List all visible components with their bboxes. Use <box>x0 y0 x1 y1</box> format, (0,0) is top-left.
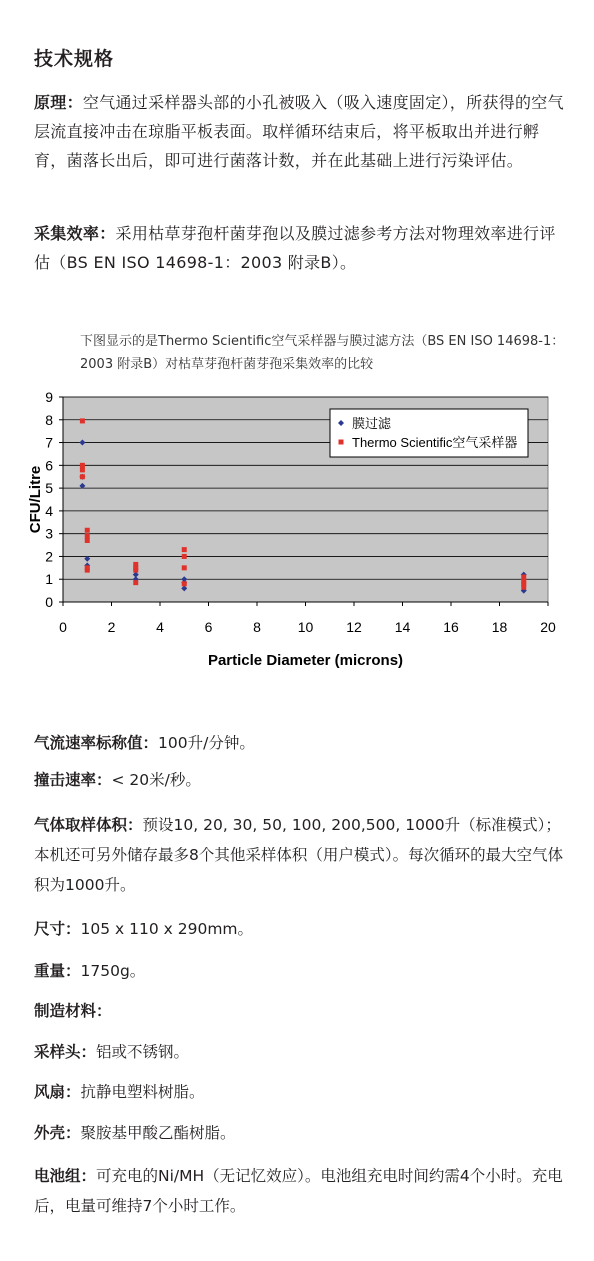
spec-item <box>34 956 566 986</box>
x-tick-label: 20 <box>540 619 556 635</box>
y-tick-label: 0 <box>45 594 53 610</box>
data-point-sampler <box>182 565 187 570</box>
spec-label: 撞击速率： <box>34 771 112 789</box>
y-tick-label: 5 <box>45 480 53 497</box>
data-point-sampler <box>80 463 85 468</box>
y-tick-label: 2 <box>45 548 53 565</box>
spec-label: 外壳： <box>34 1124 81 1142</box>
data-point-sampler <box>182 547 187 552</box>
spec-item <box>34 810 566 900</box>
x-tick-label: 14 <box>394 619 411 635</box>
data-point-sampler <box>85 528 90 533</box>
x-tick-label: 2 <box>107 619 116 635</box>
data-point-sampler <box>80 418 85 423</box>
principle-paragraph <box>34 88 566 175</box>
spec-label: 风扇： <box>34 1083 81 1101</box>
spec-value: < 20米/秒。 <box>111 771 201 789</box>
legend <box>330 409 528 457</box>
y-tick-label: 6 <box>45 457 53 474</box>
spec-item <box>34 765 566 795</box>
x-tick-label: 8 <box>253 619 261 635</box>
spec-value: 1750g。 <box>80 962 146 980</box>
x-tick-label: 10 <box>297 619 314 635</box>
spec-label: 重量： <box>34 962 81 980</box>
spec-value: 100升/分钟。 <box>158 734 255 752</box>
x-tick-label: 18 <box>491 619 508 635</box>
x-tick-label: 16 <box>443 619 459 635</box>
data-point-sampler <box>85 533 90 538</box>
y-axis-label: CFU/Litre <box>27 465 44 534</box>
spec-label: 电池组： <box>34 1167 97 1185</box>
spec-item <box>34 996 566 1026</box>
y-tick-label: 8 <box>45 411 53 428</box>
spec-value: 预设10, 20, 30, 50, 100, 200,500, 1000升（标准模式）；本机还可另外储存最多8个其他采样体积（用户模式）。每次循环的最大空气体积为1000升。 <box>34 816 564 894</box>
data-point-sampler <box>133 580 138 585</box>
spec-value: 可充电的Ni/MH（无记忆效应）。电池组充电时间约需4个小时。充电后，电量可维持7个小时工作。 <box>34 1167 563 1215</box>
spec-value: 105 x 110 x 290mm。 <box>80 920 254 938</box>
spec-value: 聚胺基甲酸乙酯树脂。 <box>80 1124 236 1142</box>
data-point-sampler <box>85 538 90 543</box>
spec-label: 尺寸： <box>34 920 81 938</box>
x-tick-label: 4 <box>156 619 164 635</box>
spec-value: 抗静电塑料树脂。 <box>80 1083 205 1101</box>
efficiency-label: 采集效率： <box>34 224 116 243</box>
x-tick-label: 0 <box>59 619 67 635</box>
spec-item <box>34 1118 566 1148</box>
spec-label: 气体取样体积： <box>34 816 143 834</box>
spec-value: 铝或不锈钢。 <box>96 1043 190 1061</box>
data-point-sampler <box>80 474 85 479</box>
spec-item <box>34 1161 566 1221</box>
spec-item <box>34 728 566 758</box>
spec-label: 制造材料： <box>34 1002 112 1020</box>
page-title: 技术规格 <box>34 48 115 70</box>
x-tick-label: 12 <box>346 619 362 635</box>
data-point-sampler <box>85 568 90 573</box>
legend-label-sampler: Thermo Scientific空气采样器 <box>352 435 518 450</box>
x-tick-label: 6 <box>204 619 213 635</box>
data-point-sampler <box>521 574 526 579</box>
y-tick-label: 1 <box>45 571 53 588</box>
spec-item <box>34 1077 566 1107</box>
y-tick-label: 9 <box>45 389 53 405</box>
data-point-sampler <box>182 581 187 586</box>
efficiency-paragraph <box>34 219 566 277</box>
spec-item <box>34 914 566 944</box>
spec-label: 气流速率标称值： <box>34 734 159 752</box>
legend-label-membrane: 膜过滤 <box>352 416 392 431</box>
data-point-sampler <box>133 568 138 573</box>
y-tick-label: 4 <box>45 502 53 519</box>
scatter-chart <box>0 385 594 685</box>
data-point-sampler <box>521 585 526 590</box>
spec-item <box>34 1037 566 1067</box>
x-axis-label: Particle Diameter (microns) <box>207 652 404 669</box>
legend-marker-sampler <box>339 440 344 445</box>
y-tick-label: 3 <box>45 525 53 542</box>
data-point-sampler <box>80 467 85 472</box>
spec-label: 采样头： <box>34 1043 97 1061</box>
chart-caption: 下图显示的是Thermo Scientific空气采样器与膜过滤方法（BS EN ISO 14698-1：2003 附录B）对枯草芽孢杆菌芽孢采集效率的比较 <box>80 334 565 372</box>
efficiency-text: 采用枯草芽孢杆菌芽孢以及膜过滤参考方法对物理效率进行评估（BS EN ISO 14698-1：2003 附录B）。 <box>34 224 556 272</box>
data-point-sampler <box>182 554 187 559</box>
principle-text: 空气通过采样器头部的小孔被吸入（吸入速度固定），所获得的空气层流直接冲击在琼脂平板表面。取样循环结束后，将平板取出并进行孵育，菌落长出后，即可进行菌落计数，并在此基础上进行污染评估。 <box>34 93 564 170</box>
y-tick-label: 7 <box>45 434 53 451</box>
principle-label: 原理： <box>34 93 83 112</box>
